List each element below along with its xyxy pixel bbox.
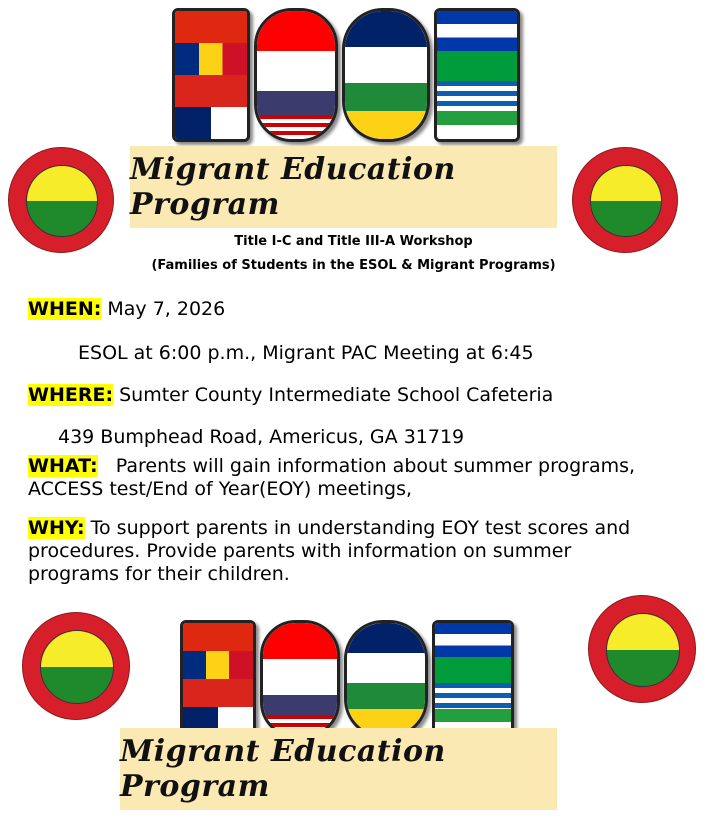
why-value: To support parents in understanding EOY test scores and procedures. Provide parents with information on summer programs for their children. <box>28 517 631 585</box>
workshop-title: Title I-C and Title III-A Workshop <box>234 234 473 249</box>
program-banner-top <box>130 146 557 228</box>
when-label: WHEN: <box>28 298 102 320</box>
workshop-audience: (Families of Students in the ESOL & Migrant Programs) <box>151 258 556 273</box>
letter-o <box>342 8 430 142</box>
esol-flags-logo-bottom <box>180 620 514 738</box>
when-value: May 7, 2026 <box>107 298 226 320</box>
when-line <box>28 298 225 320</box>
letter-s <box>254 8 338 142</box>
when-times: ESOL at 6:00 p.m., Migrant PAC Meeting at 6:45 <box>78 342 534 364</box>
why-label: WHY: <box>28 517 85 539</box>
where-line <box>28 384 553 406</box>
banner-title-bottom: Migrant Education Program <box>120 734 446 804</box>
what-label: WHAT: <box>28 455 98 477</box>
where-address: 439 Bumphead Road, Americus, GA 31719 <box>58 426 465 448</box>
why-paragraph <box>28 517 668 586</box>
where-label: WHERE: <box>28 384 114 406</box>
where-value: Sumter County Intermediate School Cafeteria <box>119 384 554 406</box>
letter-l <box>434 8 520 142</box>
esol-flags-logo-top <box>172 8 520 142</box>
migrant-education-seal-bottom-right <box>588 595 696 703</box>
what-value: Parents will gain information about summer programs, ACCESS test/End of Year(EOY) meetings, <box>28 455 636 500</box>
program-banner-bottom <box>120 728 557 810</box>
what-paragraph <box>28 455 688 501</box>
letter-e <box>172 8 250 142</box>
migrant-education-seal-bottom-left <box>22 612 130 720</box>
banner-title: Migrant Education Program <box>130 152 456 222</box>
